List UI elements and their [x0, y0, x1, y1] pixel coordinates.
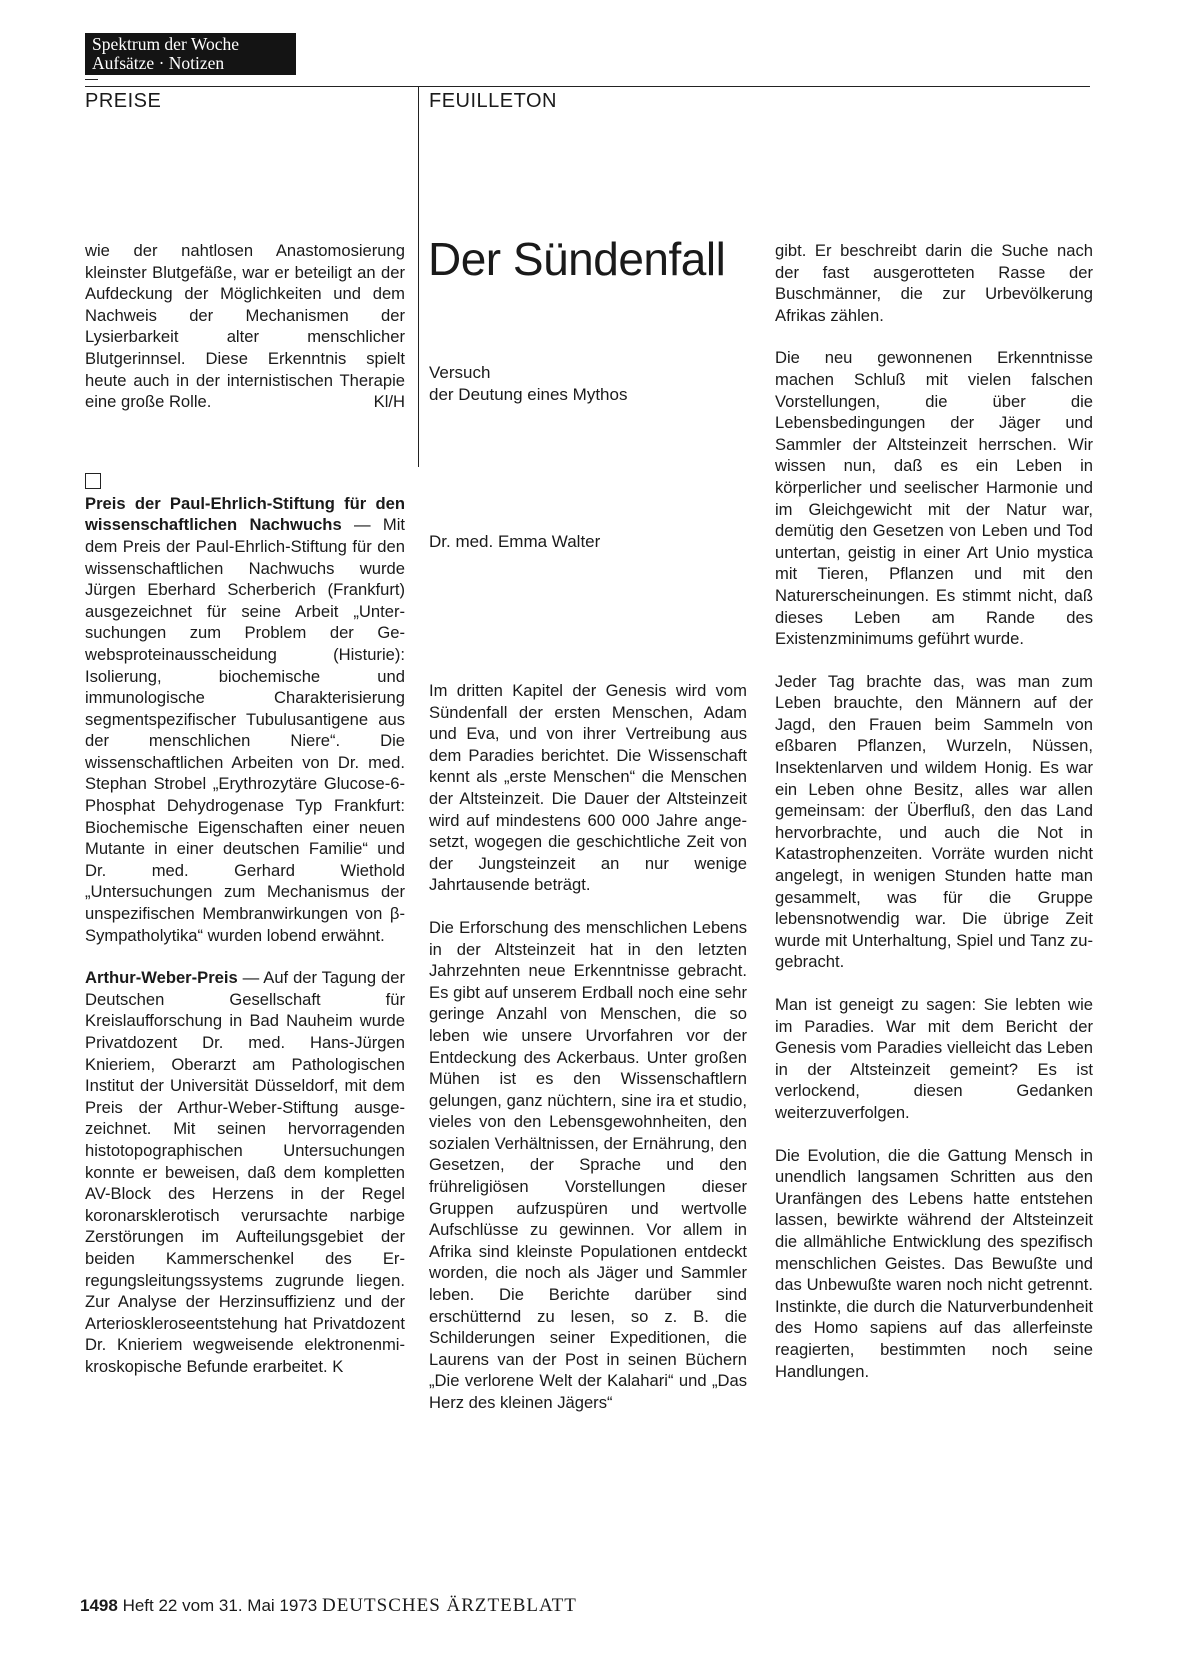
article-paragraph: Jeder Tag brachte das, was man zum Leben brauchte, den Männern auf der Jagd, den Frauen beim Sammeln von eßbaren Pflanzen, Wurzeln, Nüssen, Insektenlarven und wildem Honig. Es war ein Leben ohne Besitz, alles war allen gemeinsam: der Überfluß, den das Land hervorbrachte, und auch die Not in Katastrophenzeiten. Vorräte wurden nicht angelegt, in wenigen Stunden hatte man gesammelt, was für die Gruppe lebensnotwendig war. Die übrige Zeit wurde mit Unterhaltung, Spiel und Tanz zugebracht. — [775, 671, 1093, 972]
header-rule — [85, 86, 1090, 87]
article-column-2 — [429, 680, 747, 1414]
prize2-title: Arthur-Weber-Preis — [85, 968, 238, 988]
intro-paragraph — [85, 240, 405, 413]
page-number: 1498 — [80, 1596, 118, 1615]
article-paragraph: gibt. Er beschreibt darin die Suche nach der fast ausgerotteten Rasse der Buschmänner, die zur Urbevölkerung Afrikas zählen. — [775, 241, 1093, 325]
header-dash — [85, 79, 98, 80]
prize1-text: — Mit dem Preis der Paul-Ehrlich-Stiftung für den wissenschaftlichen Nachwuchs wurde Jürgen Eberhard Scherberich (Frankfurt) ausgezeichnet für seine Arbeit „Untersuchungen zum Problem der Gewebsproteinausscheidung (Histurie): Isolierung, biochemische und immunologische Charakterisierung segmentspezifischer Tubulusantigene aus der menschlichen Niere“. Die wissenschaftlichen Arbeiten von Dr. med. Stephan Strobel „Erythrozytäre Glucose-6-Phosphat Dehydrogenase Typ Frankfurt: Biochemische Eigenschaften einer neuen Mutante in einer deutschen Familie“ und Dr. med. Gerhard Wiethold „Untersuchungen zum Mechanismus der unspezifischen Membranwirkungen von β-Sympatholytika“ wurden lobend erwähnt. — [85, 515, 405, 945]
issue-info: Heft 22 vom 31. Mai 1973 — [122, 1596, 318, 1615]
subtitle-line2: der Deutung eines Mythos — [429, 385, 628, 404]
article-paragraph: Die Erforschung des menschlichen Lebens in der Altsteinzeit hat in den letzten Jahrzehnten neue Erkenntnisse gebracht. Es gibt auf unserem Erdball noch eine sehr geringe Anzahl von Menschen, die so leben wie unsere Urvorfahren vor der Entdeckung des Ackerbaus. Unter großen Mühen ist es den Wissenschaftlern gelungen, ganz nüchtern, sine ira et studio, vieles von den Lebensgewohnheiten, den sozialen Verhältnissen, der Ernährung, den Gesetzen, der Sprache und den frühreligiösen Vorstellungen dieser Gruppen aufzuspüren und wertvolle Aufschlüsse zu gewinnen. Vor allem in Afrika sind kleinste Populationen entdeckt worden, die noch als Jäger und Sammler leben. Die Berichte darüber sind erschütternd zu lesen, so z. B. die Schilderungen seiner Expeditionen, die Laurens van der Post in seinen Büchern „Die verlorene Welt der Kalahari“ und „Das Herz des kleinen Jägers“ — [429, 917, 747, 1412]
subtitle-line1: Versuch — [429, 363, 491, 382]
page-footer — [80, 1595, 577, 1617]
column-divider — [418, 86, 419, 467]
masthead-line2: Aufsätze · Notizen — [92, 53, 225, 73]
prize1-paragraph — [85, 493, 405, 946]
prize2-text: — Auf der Tagung der Deutschen Gesellschaft für Kreislaufforschung in Bad Nauheim wurde Privatdozent Dr. med. Hans-Jürgen Knieriem, Oberarzt am Pathologischen Institut der Universität Düsseldorf, mit dem Preis der Arthur-Weber-Stiftung ausgezeichnet. Mit seinen hervorragenden histotopographischen Untersuchungen konnte er beweisen, daß dem kompletten AV-Block des Herzens in der Regel koronarsklerotisch verursachte narbige Zerstörungen im Aufteilungsgebiet der beiden Kammerschenkel des Erregungsleitungssystems zugrunde liegen. Zur Analyse der Herzinsuffizienz und der Arterioskleroseentstehung hat Privatdozent Dr. Knieriem wegweisende elektronenmikroskopische Befunde erarbeitet. K — [85, 968, 405, 1376]
prize1-title: Preis der Paul-Ehrlich-Stiftung für den wissenschaftlichen Nachwuchs — [85, 493, 405, 535]
article-author: Dr. med. Emma Walter — [429, 532, 601, 551]
left-column — [85, 240, 405, 1378]
prize2-paragraph — [85, 967, 405, 1377]
article-paragraph: Im dritten Kapitel der Genesis wird vom Sündenfall der ersten Menschen, Adam und Eva, und von ihrer Vertreibung aus dem Paradies berichtet. Die Wissenschaft kennt als „erste Menschen“ die Menschen der Altsteinzeit. Die Dauer der Altsteinzeit wird auf mindestens 600 000 Jahre angesetzt, wogegen die geschichtliche Zeit von der Jungsteinzeit an nur wenige Jahrtausende beträgt. — [429, 681, 747, 895]
intro-text: wie der nahtlosen Anastomosierung kleinster Blutgefäße, war er beteiligt an der Aufdeckung der Möglichkeiten und dem Nachweis der Mechanismen der Lysierbarkeit alter menschlicher Blutgerinnsel. Diese Erkenntnis spielt heute auch in der internistischen Therapie eine große Rolle. — [85, 241, 405, 412]
article-paragraph: Die neu gewonnenen Erkenntnisse machen Schluß mit vielen falschen Vorstellungen, die über die Lebensbedingungen der Jäger und Sammler der Altsteinzeit herrschen. Wir wissen nun, daß es ein Leben in körperlicher und seelischer Harmonie und im Gleichgewicht mit der Natur war, demütig den Gesetzen von Leben und Tod untertan, geistig in einer Art Unio mystica mit Tieren, Pflanzen und mit den Naturerscheinungen. Es stimmt nicht, daß dieses Leben am Rande des Existenzminimums geführt wurde. — [775, 348, 1093, 649]
section-label-feuilleton: FEUILLETON — [429, 90, 557, 112]
article-paragraph: Die Evolution, die die Gattung Mensch in unendlich langsamen Schritten aus den Uranfängen des Lebens hatte entstehen lassen, bewirkte während der Altsteinzeit die allmähliche Entwicklung des spezifisch menschlichen Geistes. Das Bewußte und das Unbewußte waren noch nicht getrennt. Instinkte, die durch die Naturverbundenheit des Homo sapiens auf das allerfeinste reagierten, bestimmten noch seine Handlungen. — [775, 1145, 1093, 1381]
masthead — [85, 33, 296, 75]
article-column-3 — [775, 240, 1093, 1382]
section-label-preise: PREISE — [85, 90, 162, 112]
intro-signature: Kl/H — [373, 392, 405, 412]
journal-name: DEUTSCHES ÄRZTEBLATT — [321, 1595, 577, 1616]
section-box-icon — [85, 473, 101, 489]
box-spacer — [85, 413, 405, 493]
article-subtitle — [429, 362, 627, 406]
article-title: Der Sündenfall — [428, 233, 726, 285]
article-paragraph: Man ist geneigt zu sagen: Sie lebten wie im Paradies. War mit dem Bericht der Genesis vom Paradies vielleicht das Leben in der Altsteinzeit gemeint? Es ist verlockend, diesen Gedanken weiterzuverfolgen. — [775, 995, 1093, 1122]
masthead-line1: Spektrum der Woche — [92, 34, 239, 54]
